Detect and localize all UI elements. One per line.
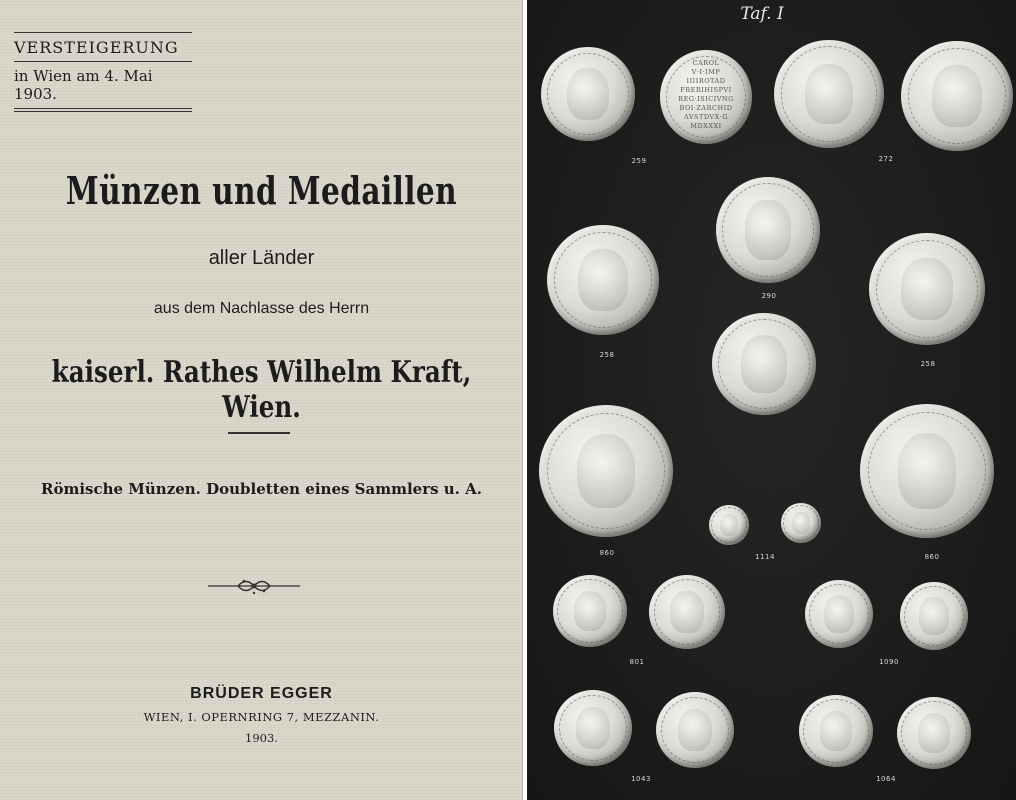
publisher-address: WIEN, I. OPERNRING 7, MEZZANIN. — [143, 710, 380, 724]
coin-image — [774, 40, 884, 148]
auction-header — [14, 30, 192, 114]
coin-number: 258 — [920, 360, 936, 368]
coin-number: 1043 — [631, 775, 651, 783]
divider — [14, 61, 192, 62]
coin-image — [900, 582, 968, 650]
coin-number: 860 — [599, 549, 615, 557]
coin-image — [781, 503, 821, 543]
divider — [14, 111, 192, 112]
coin-image — [799, 695, 873, 767]
coin-image — [547, 225, 659, 335]
coin-number: 860 — [924, 553, 940, 561]
cover-subtitle: aller Länder — [208, 247, 315, 269]
coin-number: 258 — [599, 351, 615, 359]
coin-image — [709, 505, 749, 545]
divider — [14, 32, 192, 33]
plate-title: Taf. I — [740, 4, 784, 24]
cover-title: Münzen und Medaillen — [65, 168, 458, 213]
coin-plate — [527, 0, 1016, 800]
coin-image — [712, 313, 816, 415]
coin-image — [897, 697, 971, 769]
coin-number: 290 — [761, 292, 777, 300]
coin-image — [656, 692, 734, 768]
publisher-name: BRÜDER EGGER — [190, 685, 333, 702]
divider — [228, 432, 290, 434]
divider — [14, 108, 192, 109]
coin-number: 1090 — [879, 658, 899, 666]
coin-image — [805, 580, 873, 648]
coin-image — [553, 575, 627, 647]
coin-image — [901, 41, 1013, 151]
publication-year: 1903. — [245, 731, 278, 745]
coin-image — [869, 233, 985, 345]
coin-image — [649, 575, 725, 649]
header-date: in Wien am 4. Mai 1903. — [14, 67, 153, 103]
coin-image — [716, 177, 820, 283]
coin-image — [660, 50, 752, 144]
collector-name: kaiserl. Rathes Wilhelm Kraft, Wien. — [51, 355, 472, 425]
coin-number: 1114 — [755, 553, 775, 561]
coin-image — [554, 690, 632, 766]
coin-image — [541, 47, 635, 141]
cover-provenance: aus dem Nachlasse des Herrn — [153, 300, 370, 317]
coin-image — [860, 404, 994, 538]
header-title: VERSTEIGERUNG — [14, 38, 179, 57]
ornament-icon — [208, 575, 300, 597]
coin-number: 1064 — [876, 775, 896, 783]
coin-inscription: CAROL V·I·IMP IIIIROTAD FRERIHISPVI REG·ISICIVNG BOI·ZARCHID AVSTDVX·G MDXXXI — [678, 59, 734, 131]
coin-image — [539, 405, 673, 537]
coin-number: 801 — [629, 658, 645, 666]
coin-number: 259 — [631, 157, 647, 165]
coin-number: 272 — [878, 155, 894, 163]
cover-contents: Römische Münzen. Doubletten eines Sammlers u. A. — [41, 480, 482, 498]
